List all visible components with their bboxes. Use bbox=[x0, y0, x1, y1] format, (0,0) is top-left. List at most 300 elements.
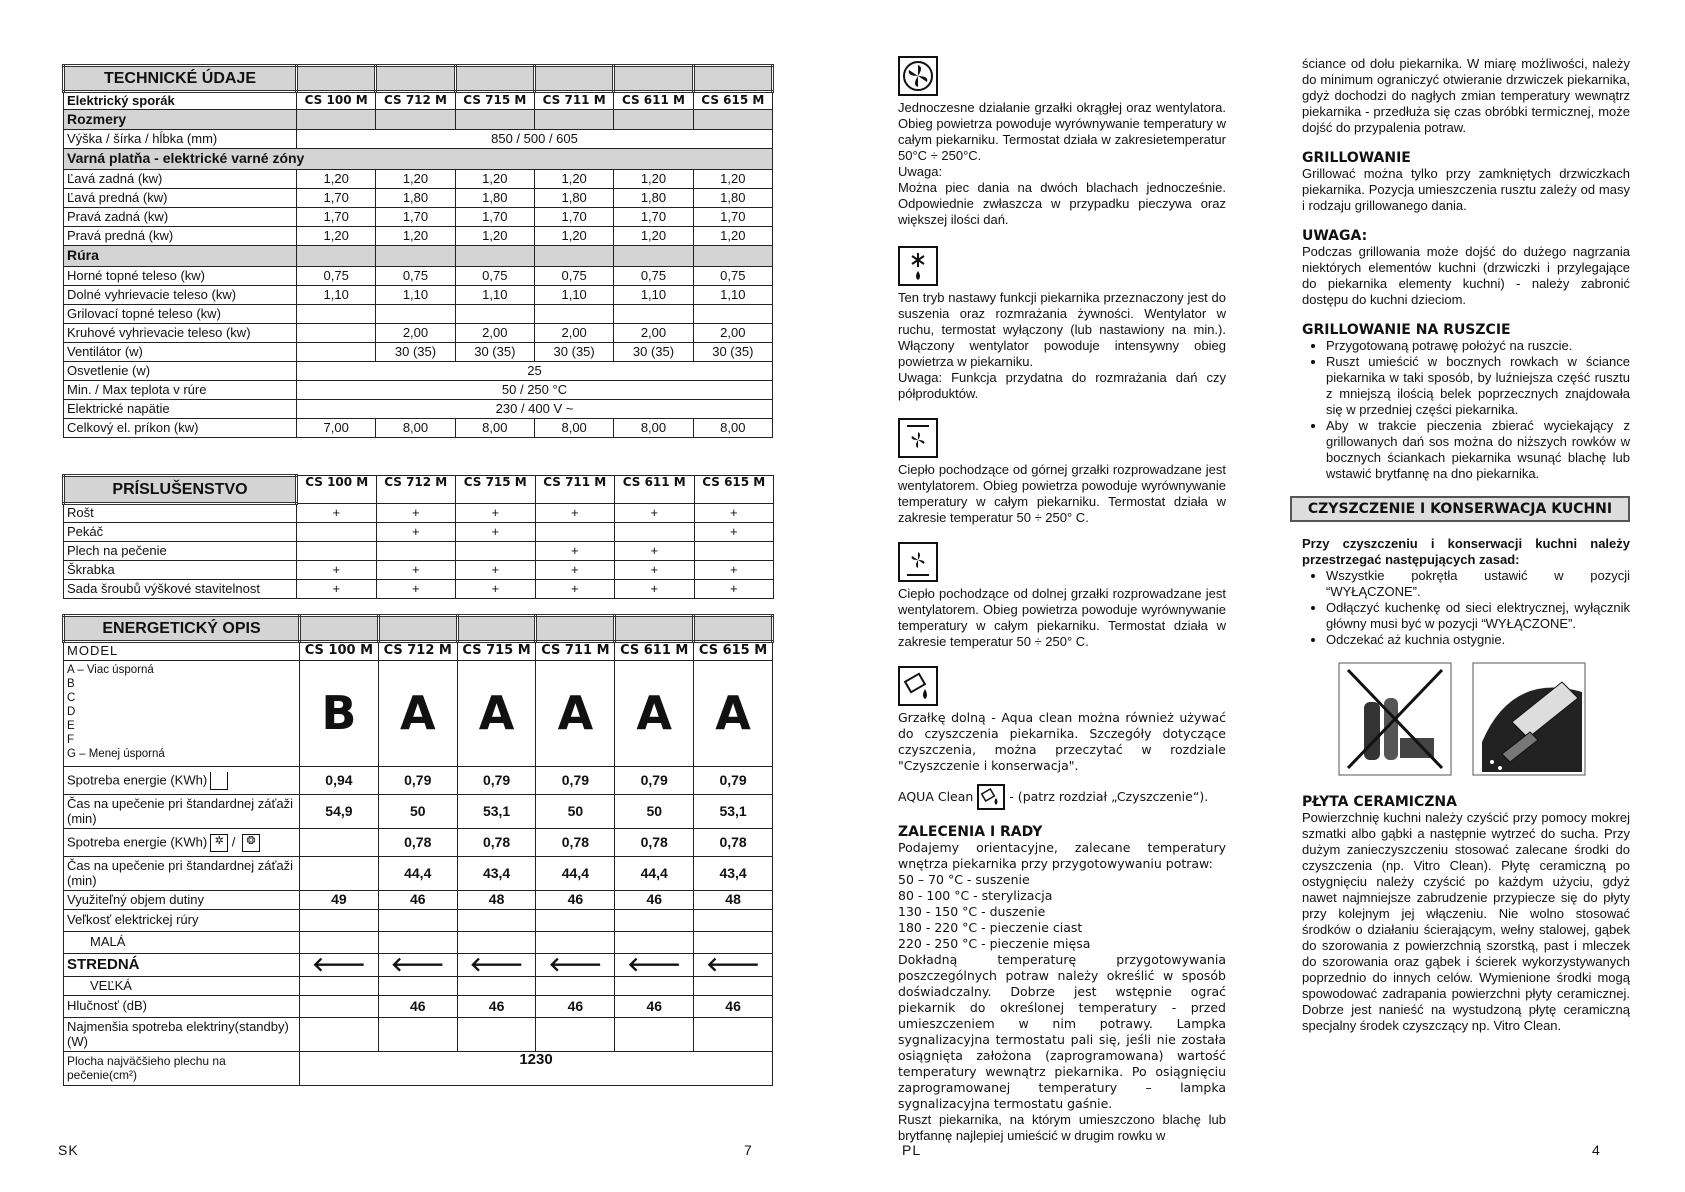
cell-value: 0,78 bbox=[378, 829, 457, 857]
header-cell bbox=[534, 66, 613, 92]
cell-value: + bbox=[694, 523, 774, 542]
cell-value: + bbox=[615, 542, 695, 561]
section-cell bbox=[297, 110, 376, 130]
cell-value: 2,00 bbox=[534, 324, 613, 343]
cell-value bbox=[455, 305, 534, 324]
cell-value: + bbox=[376, 561, 456, 580]
fan-ring-mode-icon: ❂ bbox=[242, 834, 260, 852]
row-label: Ľavá predná (kw) bbox=[64, 189, 297, 208]
header-cell bbox=[536, 616, 615, 642]
cell-value: 1,20 bbox=[534, 170, 613, 189]
size-arrow-icon: 🡐 bbox=[694, 954, 773, 977]
defrost-icon bbox=[898, 246, 938, 286]
pl-p1b: Uwaga: bbox=[898, 164, 943, 179]
footer-page-4: 4 bbox=[1592, 1142, 1601, 1158]
pl-rady3: Ruszt piekarnika, na którym umieszczono blachę lub brytfannę najlepiej umieścić w drugim rowku w bbox=[898, 1112, 1226, 1143]
header-cell bbox=[614, 66, 693, 92]
row-label: Spotreba energie (KWh) bbox=[64, 767, 300, 795]
pl-rady2: Dokładną temperaturę przygotowywania poszczególnych potraw należy określić w sposób doświadczalny. Dobrze jest wstępnie ograć piekarnik do określonej temperatury - przed umieszczeniem w nim potrawy. Lampka sygnalizacyjna termostatu pali się, jeśli nie została osiągnięta założona (zaprogramowana) wartość temperatury wewnątrz piekarnika. Po osiągnięciu zaprogramowanej temperatury – lampka sygnalizacyjna termostatu gaśnie. bbox=[898, 952, 1226, 1111]
cell-value bbox=[615, 932, 694, 954]
model-name: CS 715 M bbox=[456, 476, 536, 504]
aqua-clean-small-icon bbox=[977, 784, 1005, 810]
cell-value: 30 (35) bbox=[455, 343, 534, 362]
cell-value bbox=[376, 305, 455, 324]
cell-value: + bbox=[535, 580, 615, 599]
model-name: CS 615 M bbox=[694, 642, 773, 661]
pl-grill: Grillować można tylko przy zamkniętych drzwiczkach piekarnika. Pozycja umieszczenia rusztu zależy od masy i rodzaju grillowanego dania. bbox=[1302, 166, 1630, 213]
tech-table bbox=[62, 64, 774, 438]
cell-value: 0,94 bbox=[300, 767, 379, 795]
conventional-mode-icon bbox=[210, 772, 228, 790]
row-label: Ventilátor (w) bbox=[64, 343, 297, 362]
cell-value bbox=[300, 829, 379, 857]
temperature-item: 50 – 70 °C - suszenie bbox=[898, 872, 1030, 887]
cell-value: 0,75 bbox=[455, 267, 534, 286]
cell-value: 1,20 bbox=[534, 227, 613, 246]
table-row bbox=[64, 542, 774, 561]
tech-header-row bbox=[64, 66, 773, 92]
footer-lang-sk: SK bbox=[58, 1142, 79, 1158]
cell-value: 0,75 bbox=[376, 267, 455, 286]
pl-column-2 bbox=[1302, 56, 1630, 1034]
energy-header-row bbox=[64, 616, 773, 642]
energy-class: A bbox=[378, 661, 457, 767]
section-cell bbox=[455, 246, 534, 267]
model-row bbox=[64, 92, 773, 110]
cell-value: 7,00 bbox=[297, 419, 376, 438]
model-name: CS 100 M bbox=[300, 642, 379, 661]
header-cell bbox=[457, 616, 536, 642]
class-scale-item: B bbox=[67, 678, 75, 690]
pl-p5: Grzałkę dolną - Aqua clean można również używać do czyszczenia piekarnika. Szczegóły dotyczące czyszczenia, można przeczytać w rozdziale "Czyszczenie i konserwacja". bbox=[898, 710, 1226, 773]
cell-value: 2,00 bbox=[614, 324, 693, 343]
cell-value: 46 bbox=[378, 996, 457, 1018]
header-cell bbox=[615, 616, 694, 642]
cell-value: 8,00 bbox=[614, 419, 693, 438]
cell-value: 0,79 bbox=[536, 767, 615, 795]
cell-value bbox=[615, 523, 695, 542]
cell-value bbox=[378, 977, 457, 996]
cell-value: 1,20 bbox=[614, 227, 693, 246]
header-cell bbox=[694, 616, 773, 642]
cell-value: + bbox=[535, 504, 615, 523]
cell-value: 0,75 bbox=[614, 267, 693, 286]
model-name: CS 712 M bbox=[376, 476, 456, 504]
cell-value: 46 bbox=[615, 996, 694, 1018]
aqua-clean-note: - (patrz rozdział „Czyszczenie“). bbox=[1009, 789, 1209, 804]
row-label: Dolné vyhrievacie teleso (kw) bbox=[64, 286, 297, 305]
section-row bbox=[64, 110, 773, 130]
cell-value bbox=[300, 857, 379, 891]
size-large: VEĽKÁ bbox=[64, 977, 300, 996]
cell-value: 230 / 400 V ~ bbox=[297, 400, 773, 419]
cell-value: 50 bbox=[378, 795, 457, 829]
cell-value bbox=[694, 977, 773, 996]
cell-value bbox=[693, 305, 772, 324]
table-row bbox=[64, 1052, 773, 1086]
model-name: CS 711 M bbox=[536, 642, 615, 661]
model-name: CS 712 M bbox=[378, 642, 457, 661]
pl-p2: Ten tryb nastawy funkcji piekarnika przeznaczony jest do suszenia oraz rozmrażania żywności. Wentylator w ruchu, termostat wyłączony (lub nastawiony na min.). Włączony wentylator powoduje intensywny obieg powietrza w piekarniku. bbox=[898, 290, 1226, 369]
cell-value bbox=[615, 910, 694, 932]
ruszt-list bbox=[1302, 338, 1630, 482]
cell-value: + bbox=[376, 504, 456, 523]
cell-value bbox=[300, 1018, 379, 1052]
cell-value: 8,00 bbox=[376, 419, 455, 438]
class-scale-item: A – Viac úsporná bbox=[67, 664, 154, 676]
cell-value bbox=[694, 542, 774, 561]
cell-value: 850 / 500 / 605 bbox=[297, 130, 773, 149]
table-row bbox=[64, 305, 773, 324]
cell-value: 1,70 bbox=[614, 208, 693, 227]
pl-clean-intro: Przy czyszczeniu i konserwacji kuchni należy przestrzegać następujących zasad: bbox=[1302, 536, 1630, 567]
cell-value: 1,80 bbox=[693, 189, 772, 208]
table-row bbox=[64, 227, 773, 246]
row-label: Celkový el. príkon (kw) bbox=[64, 419, 297, 438]
cell-value: 2,00 bbox=[455, 324, 534, 343]
cell-value: 1,70 bbox=[297, 208, 376, 227]
cell-value: 8,00 bbox=[534, 419, 613, 438]
header-cell bbox=[378, 616, 457, 642]
cell-value: 1,70 bbox=[534, 208, 613, 227]
table-row bbox=[64, 419, 773, 438]
size-small: MALÁ bbox=[64, 932, 300, 954]
class-scale-item: D bbox=[67, 706, 76, 718]
size-arrow-icon: 🡐 bbox=[378, 954, 457, 977]
cleaning-item: • Odczekać aż kuchnia ostygnie. bbox=[1326, 632, 1630, 648]
section-cell bbox=[693, 246, 772, 267]
cell-value bbox=[457, 1018, 536, 1052]
pl-rady1: Podajemy orientacyjne, zalecane temperatury wnętrza piekarnika przy przygotowywaniu potraw: bbox=[898, 840, 1226, 871]
model-name: CS 100 M bbox=[297, 476, 377, 504]
row-label: Ľavá zadná (kw) bbox=[64, 170, 297, 189]
pl-p3: Ciepło pochodzące od górnej grzałki rozprowadzane jest wentylatorem. Obieg powietrza powoduje wyrównywanie temperatury w całym piekarniku. Termostat działa w zakresie temperatur 50 ÷ 250° C. bbox=[898, 462, 1226, 525]
cell-value bbox=[378, 1018, 457, 1052]
cell-value: CS 611 M bbox=[614, 92, 693, 110]
table-row bbox=[64, 362, 773, 381]
class-scale-item: C bbox=[67, 692, 76, 704]
ruszt-item: • Ruszt umieścić w bocznych rowkach w ściance piekarnika w taki sposób, by luźniejsza część rusztu z mniejszą ilością belek poprzecznych znajdowała się w przedniej części piekarnika. bbox=[1326, 354, 1630, 418]
header-cell bbox=[297, 66, 376, 92]
aqua-clean-label: AQUA Clean bbox=[898, 789, 974, 804]
acc-header-row bbox=[64, 476, 774, 504]
energy-class: A bbox=[536, 661, 615, 767]
cell-value bbox=[297, 305, 376, 324]
row-label: Plocha najväčšieho plechu na pečenie(cm²) bbox=[64, 1052, 300, 1086]
cell-value: 30 (35) bbox=[614, 343, 693, 362]
section-hob: Varná platňa - elektrické varné zóny bbox=[64, 149, 773, 170]
row-label: Čas na upečenie pri štandardnej záťaži (min) bbox=[64, 795, 300, 829]
cell-value bbox=[297, 343, 376, 362]
row-label: Veľkosť elektrickej rúry bbox=[64, 910, 300, 932]
cell-value: 46 bbox=[536, 996, 615, 1018]
model-name: CS 711 M bbox=[535, 476, 615, 504]
table-row bbox=[64, 910, 773, 932]
cell-value: 43,4 bbox=[457, 857, 536, 891]
pl-c2p1: ściance od dołu piekarnika. W miarę możliwości, należy do minimum ograniczyć otwieranie drzwiczek piekarnika, gdyż dochodzi do nagłych zmian temperatury wewnątrz piekarnika - przedłuża się czas obróbki termicznej, może dojść do przypalenia potraw. bbox=[1302, 56, 1630, 135]
cell-value: 50 / 250 °C bbox=[297, 381, 773, 400]
cell-value: + bbox=[615, 504, 695, 523]
cell-value: 1,10 bbox=[297, 286, 376, 305]
cell-value: 1,10 bbox=[376, 286, 455, 305]
model-name: CS 615 M bbox=[694, 476, 774, 504]
table-row bbox=[64, 932, 773, 954]
table-row bbox=[64, 857, 773, 891]
section-cell bbox=[376, 246, 455, 267]
class-scale-item: E bbox=[67, 720, 75, 732]
no-abrasive-illustration bbox=[1338, 662, 1452, 776]
class-scale-item: G – Menej úsporná bbox=[67, 748, 165, 760]
cleaning-item: • Wszystkie pokrętła ustawić w pozycji “WYŁĄCZONE”. bbox=[1326, 568, 1630, 600]
row-label: Najmenšia spotreba elektriny(standby) (W) bbox=[64, 1018, 300, 1052]
energy-table-block bbox=[62, 614, 774, 1086]
cell-value: 1,20 bbox=[455, 227, 534, 246]
row-label: Pravá zadná (kw) bbox=[64, 208, 297, 227]
footer-page-7: 7 bbox=[744, 1142, 753, 1158]
cell-value: 1,20 bbox=[297, 227, 376, 246]
cell-value: 1,10 bbox=[693, 286, 772, 305]
cell-value bbox=[615, 977, 694, 996]
cell-value: 1,20 bbox=[693, 170, 772, 189]
cell-value: 1,80 bbox=[534, 189, 613, 208]
cell-value bbox=[694, 1018, 773, 1052]
size-arrow-icon: 🡐 bbox=[615, 954, 694, 977]
cell-value: + bbox=[535, 542, 615, 561]
table-row bbox=[64, 767, 773, 795]
energy-table bbox=[62, 614, 774, 1086]
section-cell bbox=[614, 110, 693, 130]
pl-uwaga: Podczas grillowania może dojść do dużego nagrzania niektórych elementów kuchni (drzwiczki i przylegające do piekarnika elementy kuchni) - należy zabronić dostępu do kuchni dzieciom. bbox=[1302, 244, 1630, 307]
cell-value: 0,79 bbox=[378, 767, 457, 795]
cell-value: 8,00 bbox=[455, 419, 534, 438]
cell-value: 1230 bbox=[300, 1052, 773, 1086]
cell-value: CS 715 M bbox=[455, 92, 534, 110]
pl-p4: Ciepło pochodzące od dolnej grzałki rozprowadzane jest wentylatorem. Obieg powietrza powoduje wyrównywanie temperatury w całym piekarniku. Termostat działa w zakresie temperatur 50 ÷ 250° C. bbox=[898, 586, 1226, 649]
cell-value: + bbox=[456, 523, 536, 542]
row-label: Čas na upečenie pri štandardnej záťaži (min) bbox=[64, 857, 300, 891]
cell-value: CS 712 M bbox=[376, 92, 455, 110]
cell-value: 0,75 bbox=[693, 267, 772, 286]
cell-value: 48 bbox=[457, 891, 536, 910]
cell-value bbox=[300, 996, 379, 1018]
section-cell bbox=[693, 110, 772, 130]
cell-value: 0,78 bbox=[457, 829, 536, 857]
cell-value: 2,00 bbox=[376, 324, 455, 343]
cell-value bbox=[694, 932, 773, 954]
cleaning-list bbox=[1302, 568, 1630, 648]
temperature-list bbox=[898, 872, 1226, 952]
row-label: Min. / Max teplota v rúre bbox=[64, 381, 297, 400]
pl-p2b: Uwaga: Funkcja przydatna do rozmrażania dań czy półproduktów. bbox=[898, 370, 1226, 401]
section-cell bbox=[297, 246, 376, 267]
bottom-fan-icon bbox=[898, 542, 938, 582]
cell-value bbox=[378, 910, 457, 932]
section-oven: Rúra bbox=[64, 246, 297, 267]
section-row bbox=[64, 246, 773, 267]
temperature-item: 180 - 220 °C - pieczenie ciast bbox=[898, 920, 1083, 935]
cell-value bbox=[614, 305, 693, 324]
cell-value: 46 bbox=[694, 996, 773, 1018]
table-row bbox=[64, 381, 773, 400]
cell-value bbox=[300, 977, 379, 996]
section-cell bbox=[455, 110, 534, 130]
cell-value: 0,79 bbox=[615, 767, 694, 795]
table-row bbox=[64, 1018, 773, 1052]
cell-value: 46 bbox=[457, 996, 536, 1018]
model-name: CS 715 M bbox=[457, 642, 536, 661]
header-cell bbox=[300, 616, 379, 642]
section-cell bbox=[534, 246, 613, 267]
cell-value: + bbox=[376, 523, 456, 542]
top-fan-icon bbox=[898, 418, 938, 458]
cell-value: 0,75 bbox=[297, 267, 376, 286]
ruszt-item: • Przygotowaną potrawę położyć na ruszcie. bbox=[1326, 338, 1630, 354]
aqua-clean-icon bbox=[898, 666, 938, 706]
table-row bbox=[64, 343, 773, 362]
section-cell bbox=[376, 110, 455, 130]
temperature-item: 220 - 250 °C - pieczenie mięsa bbox=[898, 936, 1091, 951]
table-row bbox=[64, 286, 773, 305]
section-row bbox=[64, 149, 773, 170]
cell-value: 46 bbox=[536, 891, 615, 910]
cell-value: 1,80 bbox=[455, 189, 534, 208]
table-row bbox=[64, 504, 774, 523]
cell-value: 1,20 bbox=[376, 227, 455, 246]
acc-table-block bbox=[62, 474, 774, 599]
cell-value: 54,9 bbox=[300, 795, 379, 829]
pl-column-1 bbox=[898, 56, 1226, 1144]
row-label: Pekáč bbox=[64, 523, 297, 542]
row-label: Grilovací topné teleso (kw) bbox=[64, 305, 297, 324]
heading-plyta: PŁYTA CERAMICZNA bbox=[1302, 794, 1457, 810]
table-row bbox=[64, 977, 773, 996]
energy-title: ENERGETICKÝ OPIS bbox=[64, 616, 300, 642]
cell-value: + bbox=[456, 504, 536, 523]
section-cell bbox=[614, 246, 693, 267]
model-name: CS 611 M bbox=[615, 476, 695, 504]
row-label: Plech na pečenie bbox=[64, 542, 297, 561]
size-medium: STREDNÁ bbox=[64, 954, 300, 977]
cell-value: 25 bbox=[297, 362, 773, 381]
fan-ring-icon bbox=[898, 56, 938, 96]
cell-value: 0,78 bbox=[536, 829, 615, 857]
cell-value: 1,20 bbox=[297, 170, 376, 189]
header-cell bbox=[376, 66, 455, 92]
row-label: Rošt bbox=[64, 504, 297, 523]
header-cell bbox=[693, 66, 772, 92]
heading-ruszt: GRILLOWANIE NA RUSZCIE bbox=[1302, 322, 1511, 338]
cell-value: + bbox=[297, 561, 377, 580]
pl-plyta: Powierzchnię kuchni należy czyścić przy pomocy mokrej szmatki albo gąbki a następnie wytrzeć do sucha. Przy dużym zanieczyszczeniu stosować zalecane środki do czyszczenia (np. Vitro Clean). Płytę ceramiczną po ostygnięciu należy czyścić po każdym użyciu, gdyż nawet najmniejsze zabrudzenie przypiecze się do płyty przy kolejnym jej włączeniu. Nie wolno stosować środków o działaniu ścierającym, wełny stalowej, gąbek do szorowania z powierzchnią szorstką, past i mleczek do szorowania oraz gąbek i ścierek wykorzystywanych poprzednio do innych celów. Wymienione środki mogą spowodować zadrapania powierzchni płyty ceramicznej. Dobrze jest nanieść na wystudzoną płytę ceramiczną specjalny środek czyszczący np. Vitro Clean. bbox=[1302, 810, 1630, 1033]
row-label: Horné topné teleso (kw) bbox=[64, 267, 297, 286]
cell-value: 1,80 bbox=[376, 189, 455, 208]
cleaning-item: • Odłączyć kuchenkę od sieci elektrycznej, wyłącznik główny musi być w pozycji “WYŁĄCZONE”. bbox=[1326, 600, 1630, 632]
cell-value: 0,79 bbox=[457, 767, 536, 795]
cell-value: 1,20 bbox=[376, 170, 455, 189]
cell-value: 0,79 bbox=[694, 767, 773, 795]
cell-value bbox=[378, 932, 457, 954]
heading-zalecenia: ZALECENIA I RADY bbox=[898, 824, 1043, 840]
cell-value bbox=[615, 1018, 694, 1052]
aqua-clean-line bbox=[898, 784, 1226, 810]
cell-value: 1,10 bbox=[614, 286, 693, 305]
temperature-item: 80 - 100 °C - sterylizacja bbox=[898, 888, 1053, 903]
cell-value: 1,20 bbox=[455, 170, 534, 189]
energy-class: B bbox=[300, 661, 379, 767]
cell-value: 50 bbox=[536, 795, 615, 829]
acc-title: PRÍSLUŠENSTVO bbox=[64, 476, 297, 504]
cell-value bbox=[376, 542, 456, 561]
accessories-table bbox=[62, 474, 774, 599]
cell-value: + bbox=[535, 561, 615, 580]
cell-value bbox=[457, 910, 536, 932]
table-row bbox=[64, 561, 774, 580]
cell-value: + bbox=[694, 561, 774, 580]
cell-value: 49 bbox=[300, 891, 379, 910]
row-label: Škrabka bbox=[64, 561, 297, 580]
table-row bbox=[64, 170, 773, 189]
ruszt-item: • Aby w trakcie pieczenia zbierać wyciekający z grillowanych dań sos można do niższych rowków w bocznych ściankach piekarnika wsunąć blachę lub wstawić brytfannę na dno piekarnika. bbox=[1326, 418, 1630, 482]
size-arrow-icon: 🡐 bbox=[300, 954, 379, 977]
table-row bbox=[64, 400, 773, 419]
row-label: Hlučnosť (dB) bbox=[64, 996, 300, 1018]
cell-value: 1,80 bbox=[614, 189, 693, 208]
cell-value: 30 (35) bbox=[693, 343, 772, 362]
cell-value bbox=[297, 324, 376, 343]
cell-value: 1,70 bbox=[297, 189, 376, 208]
cell-value: 30 (35) bbox=[534, 343, 613, 362]
table-row bbox=[64, 891, 773, 910]
top-fan-mode-icon: ✲ bbox=[210, 834, 228, 852]
table-row bbox=[64, 795, 773, 829]
cell-value bbox=[536, 977, 615, 996]
cell-value bbox=[300, 932, 379, 954]
cell-value: 1,10 bbox=[455, 286, 534, 305]
cell-value: 0,78 bbox=[694, 829, 773, 857]
footer-lang-pl: PL bbox=[902, 1142, 922, 1158]
cell-value: 1,70 bbox=[455, 208, 534, 227]
energy-class: A bbox=[694, 661, 773, 767]
cell-value: 46 bbox=[378, 891, 457, 910]
cell-value: 1,10 bbox=[534, 286, 613, 305]
cell-value: 44,4 bbox=[378, 857, 457, 891]
scraper-illustration bbox=[1472, 662, 1586, 776]
table-row bbox=[64, 954, 773, 977]
cell-value: + bbox=[297, 580, 377, 599]
table-row bbox=[64, 267, 773, 286]
row-label: Elektrické napätie bbox=[64, 400, 297, 419]
cell-value: CS 711 M bbox=[534, 92, 613, 110]
cell-value: + bbox=[456, 561, 536, 580]
cell-value bbox=[297, 542, 377, 561]
cell-value: 50 bbox=[615, 795, 694, 829]
model-row bbox=[64, 642, 773, 661]
table-row bbox=[64, 130, 773, 149]
row-label: Využiteľný objem dutiny bbox=[64, 891, 300, 910]
table-row bbox=[64, 324, 773, 343]
size-arrow-icon: 🡐 bbox=[457, 954, 536, 977]
cell-value: 53,1 bbox=[457, 795, 536, 829]
cleaning-illustrations bbox=[1338, 662, 1630, 776]
cell-value: 30 (35) bbox=[376, 343, 455, 362]
cell-value bbox=[456, 542, 536, 561]
cell-value: CS 100 M bbox=[297, 92, 376, 110]
size-arrow-icon: 🡐 bbox=[536, 954, 615, 977]
tech-table-block bbox=[62, 64, 774, 438]
cell-value: 44,4 bbox=[536, 857, 615, 891]
cell-value: + bbox=[376, 580, 456, 599]
energy-class: A bbox=[615, 661, 694, 767]
